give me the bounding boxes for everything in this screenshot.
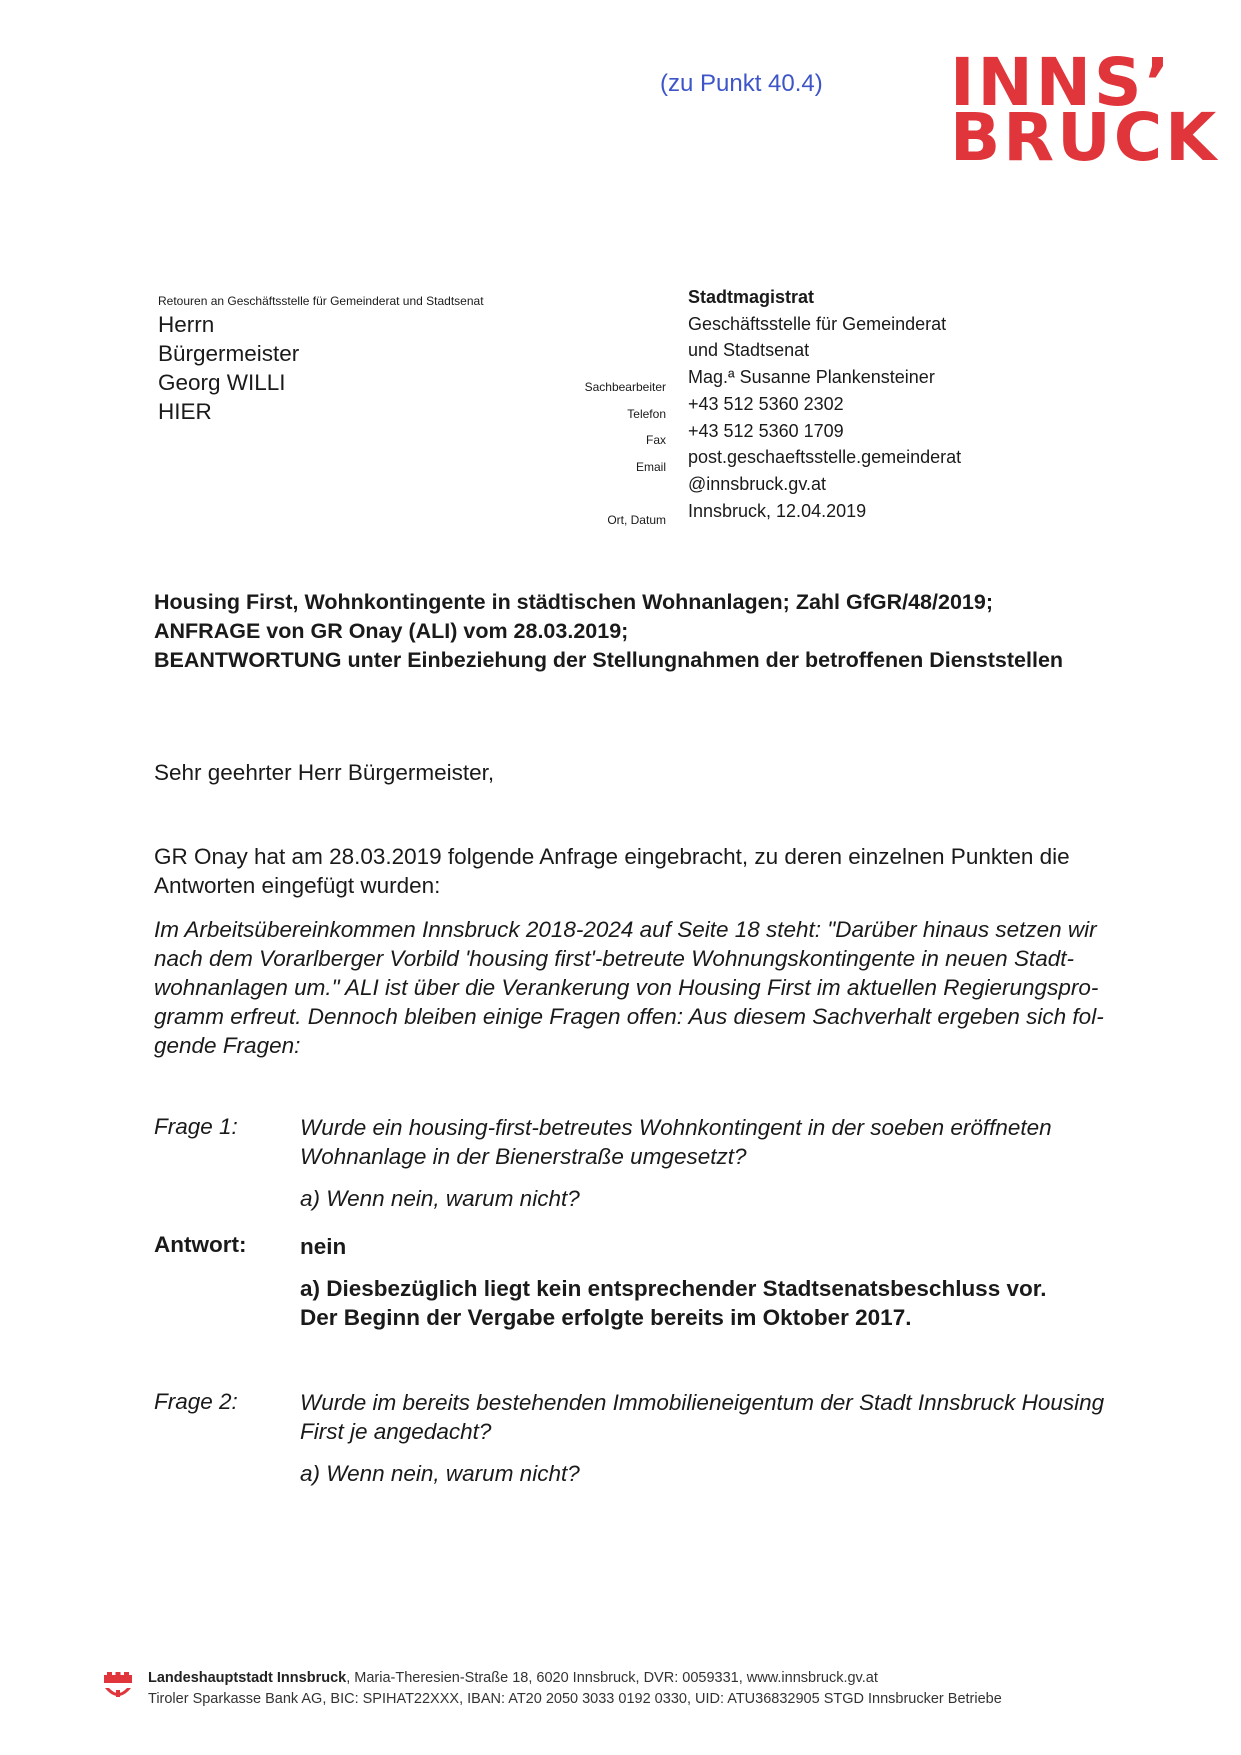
question-1-label: Frage 1:: [154, 1114, 238, 1139]
answer-1-sub-line-2: Der Beginn der Vergabe erfolgte bereits im Oktober 2017.: [300, 1305, 912, 1330]
email-address-line-2: @innsbruck.gv.at: [688, 473, 826, 494]
clerk-label: Sachbearbeiter: [584, 380, 666, 394]
clerk-name: Mag.ª Susanne Plankensteiner: [688, 367, 935, 388]
fax-label: Fax: [645, 433, 666, 448]
innsbruck-logo: [950, 44, 1220, 176]
return-address-line: Retouren an Geschäftsstelle für Gemeinderat und Stadtsenat: [158, 294, 484, 308]
email-label: Email: [635, 460, 666, 475]
logo-line-1: INNS’: [950, 44, 1173, 121]
answer-1-sub: [300, 1274, 1200, 1332]
fax-number: +43 512 5360 1709: [688, 420, 844, 441]
footer-city-name: Landeshauptstadt Innsbruck: [148, 1670, 347, 1686]
footer-address: , Maria-Theresien-Straße 18, 6020 Innsbruck, DVR: 0059331, www.innsbruck.gv.at: [346, 1670, 878, 1686]
phone-number: +43 512 5360 2302: [688, 393, 844, 414]
subject-line-3: BEANTWORTUNG unter Einbeziehung der Stellungnahmen der betroffenen Dienststellen: [154, 648, 1064, 672]
intro-paragraph: GR Onay hat am 28.03.2019 folgende Anfrage eingebracht, zu deren einzelnen Punkten die Antworten eingefügt wurden:: [154, 844, 1070, 898]
phone-label: Telefon: [627, 406, 666, 421]
subject: [154, 588, 1063, 675]
recipient-line: Georg WILLI: [158, 370, 286, 395]
subject-line-1: Housing First, Wohnkontingente in städtischen Wohnanlagen; Zahl GfGR/48/2019;: [154, 590, 993, 614]
quoted-request: Im Arbeitsübereinkommen Innsbruck 2018-2024 auf Seite 18 steht: "Darüber hinaus setzen wir nach dem Vorarlberger Vorbild 'housing first'-betreute Wohnungskontingente in neuen Stadt-wohnanlagen um." ALI ist über die Verankerung von Housing First im aktuellen Regierungspro-gramm erfreut. Dennoch bleiben einige Fragen offen: Aus diesem Sachverhalt ergeben sich fol-gende Fragen:: [154, 917, 1104, 1058]
question-1-sub: a) Wenn nein, warum nicht?: [300, 1186, 580, 1211]
coat-of-arms-icon: [103, 1672, 133, 1706]
sender-org: Stadtmagistrat: [688, 287, 815, 307]
answer-1-label: Antwort:: [154, 1232, 247, 1257]
recipient-line: HIER: [158, 399, 212, 424]
logo-line-2: BRUCK: [950, 99, 1220, 176]
recipient-line: Herrn: [158, 312, 215, 337]
reference-note: (zu Punkt 40.4): [660, 70, 823, 97]
answer-1-text: nein: [300, 1234, 347, 1259]
footer: [148, 1668, 1002, 1710]
sender-values: [688, 284, 961, 524]
recipient-address: [158, 310, 299, 426]
question-2-label: Frage 2:: [154, 1389, 238, 1414]
footer-line-2: Tiroler Sparkasse Bank AG, BIC: SPIHAT22XXX, IBAN: AT20 2050 3033 0192 0330, UID: ATU36832905 STGD Innsbrucker Betriebe: [148, 1691, 1002, 1707]
recipient-line: Bürgermeister: [158, 341, 300, 366]
question-1-text: Wurde ein housing-first-betreutes Wohnkontingent in der soeben eröffneten Wohnanlage in der Bienerstraße umgesetzt?: [300, 1115, 1052, 1169]
question-2-sub: a) Wenn nein, warum nicht?: [300, 1461, 580, 1486]
answer-1-sub-line-1: a) Diesbezüglich liegt kein entsprechender Stadtsenatsbeschluss vor.: [300, 1276, 1047, 1301]
place-date: Innsbruck, 12.04.2019: [688, 500, 867, 521]
subject-line-2: ANFRAGE von GR Onay (ALI) vom 28.03.2019;: [154, 619, 629, 643]
place-date-label: Ort, Datum: [607, 513, 666, 528]
email-address-line-1: post.geschaeftsstelle.gemeinderat: [688, 447, 962, 468]
sender-dept-line-1: Geschäftsstelle für Gemeinderat: [688, 313, 947, 334]
sender-dept-line-2: und Stadtsenat: [688, 340, 810, 361]
footer-line-1: [148, 1668, 1002, 1689]
salutation: Sehr geehrter Herr Bürgermeister,: [154, 760, 495, 785]
question-2-text: Wurde im bereits bestehenden Immobilieneigentum der Stadt Innsbruck Housing First je angedacht?: [300, 1390, 1105, 1444]
sender-labels: [520, 372, 666, 532]
